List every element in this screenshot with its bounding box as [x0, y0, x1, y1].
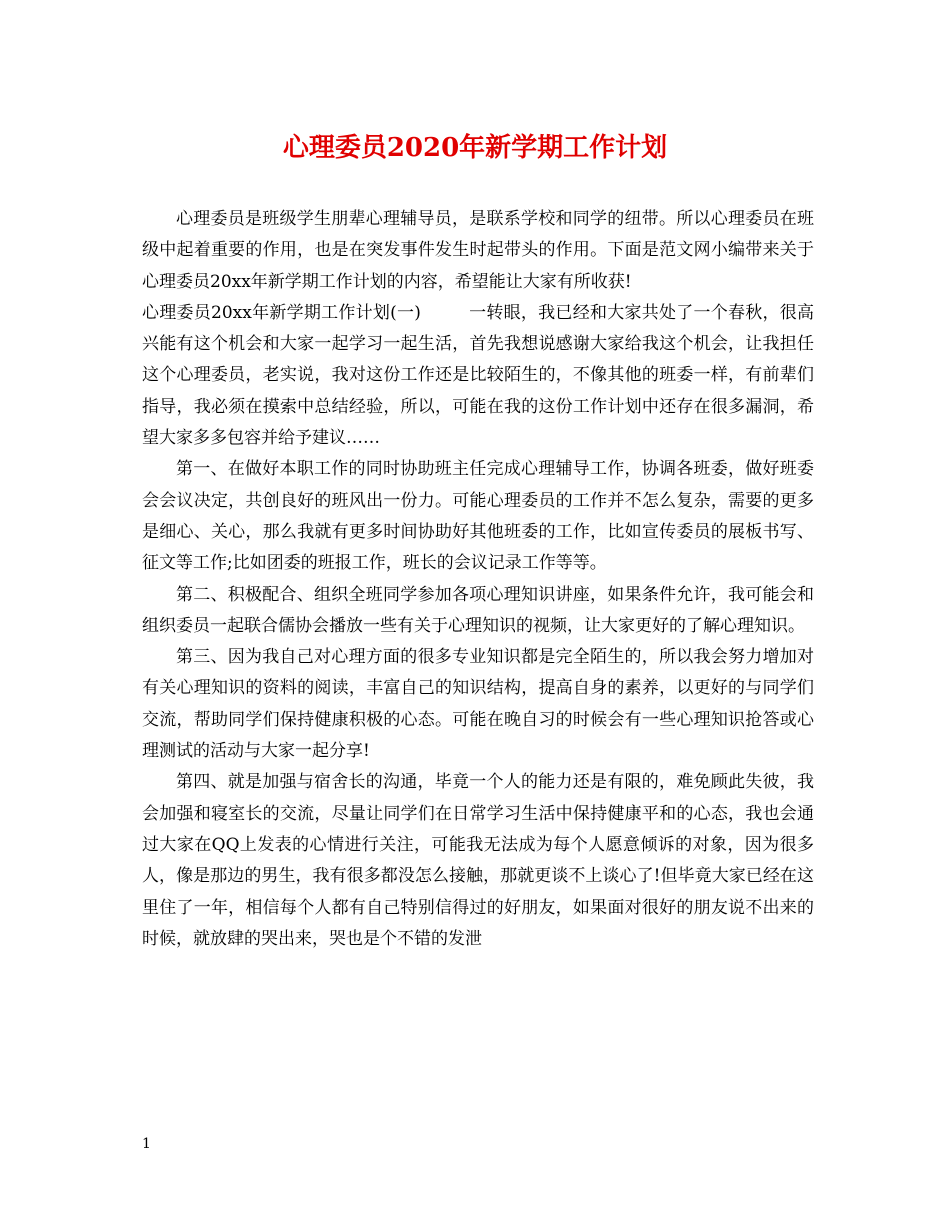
paragraph-first: 第一、在做好本职工作的同时协助班主任完成心理辅导工作，协调各班委，做好班委会会议决定，共创良好的班风出一份力。可能心理委员的工作并不怎么复杂，需要的更多是细心、关心，那么我就有更多时间协助好其他班委的工作，比如宣传委员的展板书写、征文等工作;比如团委的班报工作，班长的会议记录工作等等。 [142, 459, 814, 574]
document-body [142, 204, 814, 955]
intro-paragraph: 心理委员是班级学生朋辈心理辅导员，是联系学校和同学的纽带。所以心理委员在班级中起着重要的作用，也是在突发事件发生时起带头的作用。下面是范文网小编带来关于心理委员20xx年新学期工作计划的内容，希望能让大家有所收获! [142, 209, 814, 292]
paragraph-second: 第二、积极配合、组织全班同学参加各项心理知识讲座，如果条件允许，我可能会和组织委员一起联合儒协会播放一些有关于心理知识的视频，让大家更好的了解心理知识。 [142, 584, 814, 636]
paragraph-third: 第三、因为我自己对心理方面的很多专业知识都是完全陌生的，所以我会努力增加对有关心理知识的资料的阅读，丰富自己的知识结构，提高自身的素养，以更好的与同学们交流，帮助同学们保持健康积极的心态。可能在晚自习的时候会有一些心理知识抢答或心理测试的活动与大家一起分享! [142, 647, 814, 762]
document-title: 心理委员2020年新学期工作计划 [282, 133, 668, 163]
page-number: 1 [142, 1136, 151, 1152]
paragraph-fourth: 第四、就是加强与宿舍长的沟通，毕竟一个人的能力还是有限的，难免顾此失彼，我会加强和寝室长的交流，尽量让同学们在日常学习生活中保持健康平和的心态，我也会通过大家在QQ上发表的心情进行关注，可能我无法成为每个人愿意倾诉的对象，因为很多人，像是那边的男生，我有很多都没怎么接触，那就更谈不上谈心了!但毕竟大家已经在这里住了一年，相信每个人都有自己特别信得过的好朋友，如果面对很好的朋友说不出来的时候，就放肆的哭出来，哭也是个不错的发泄 [142, 772, 814, 949]
section-lead-text: 一转眼，我已经和大家共处了一个春秋，很高兴能有这个机会和大家一起学习一起生活，首先我想说感谢大家给我这个机会，让我担任这个心理委员，老实说，我对这份工作还是比较陌生的，不像其他的班委一样，有前辈们指导，我必须在摸索中总结经验，所以，可能在我的这份工作计划中还存在很多漏洞，希望大家多多包容并给予建议…… [142, 302, 815, 449]
section-paragraph [142, 298, 814, 454]
section-heading: 心理委员20xx年新学期工作计划(一) [142, 302, 421, 323]
